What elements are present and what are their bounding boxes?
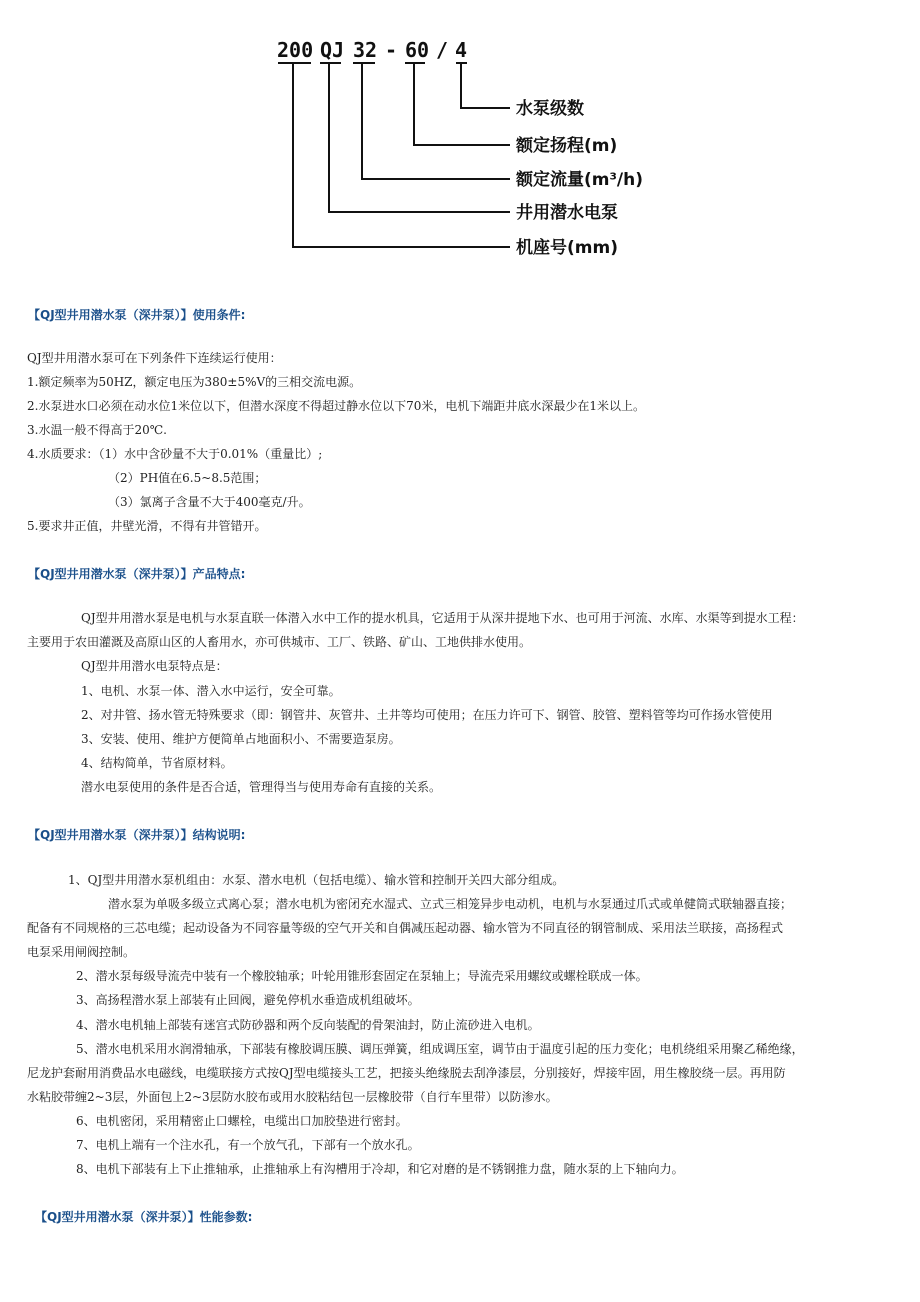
- structure-item-5: 5、潜水电机采用水润滑轴承，下部装有橡胶调压膜、调压弹簧，组成调压室，调节由于温度引起的压力变化；电机绕组采用聚乙稀绝缘，: [76, 1042, 804, 1056]
- usage-item-4-2: （2）PH值在6.5~8.5范围；: [108, 471, 267, 485]
- code-part-base: 200: [277, 38, 314, 62]
- heading-performance: 【QJ型井用潜水泵（深井泵）】性能参数:: [35, 1210, 253, 1224]
- structure-item-1: 1、QJ型井用潜水泵机组由：水泵、潜水电机（包括电缆）、输水管和控制开关四大部分组成。: [68, 873, 565, 887]
- structure-pump-desc-2: 配备有不同规格的三芯电缆；起动设备为不同容量等级的空气开关和自偶减压起动器、输水管为不同直径的钢管制成、采用法兰联接，高扬程式: [27, 921, 784, 935]
- structure-item-5-cont: 尼龙护套耐用消费品水电磁线，电缆联接方式按QJ型电缆接头工艺，把接头绝缘脱去刮净漆层，分别接好，焊接牢固，用生橡胶绕一层。再用防: [27, 1066, 786, 1080]
- label-frame-size: 机座号(mm): [516, 238, 618, 258]
- structure-item-2: 2、潜水泵每级导流壳中装有一个橡胶轴承；叶轮用锥形套固定在泵轴上；导流壳采用螺纹或螺栓联成一体。: [76, 969, 648, 983]
- code-part-stages: 4: [455, 38, 468, 62]
- features-intro: QJ型井用潜水电泵特点是：: [81, 659, 228, 673]
- code-part-type: QJ: [320, 38, 345, 62]
- structure-item-4: 4、潜水电机轴上部装有迷宫式防砂器和两个反向装配的骨架油封，防止流砂进入电机。: [76, 1018, 540, 1032]
- label-rated-flow: 额定流量(m³/h): [516, 170, 644, 190]
- features-closing: 潜水电泵使用的条件是否合适，管理得当与使用寿命有直接的关系。: [81, 780, 442, 794]
- features-item-4: 4、结构简单，节省原材料。: [81, 756, 233, 770]
- features-item-3: 3、安装、使用、维护方便简单占地面积小、不需要造泵房。: [81, 732, 401, 746]
- label-well-pump: 井用潜水电泵: [516, 203, 618, 223]
- model-code-diagram: [0, 0, 920, 280]
- structure-item-3: 3、高扬程潜水泵上部装有止回阀，避免停机水垂造成机组破坏。: [76, 993, 420, 1007]
- structure-pump-desc-3: 电泵采用闸阀控制。: [27, 945, 136, 959]
- label-rated-head: 额定扬程(m): [516, 136, 618, 156]
- code-part-slash: /: [436, 38, 449, 62]
- features-para-1: QJ型井用潜水泵是电机与水泵直联一体潜入水中工作的提水机具，它适用于从深井提地下水、也可用于河流、水库、水渠等到提水工程：: [81, 611, 804, 625]
- usage-item-2: 2.水泵进水口必须在动水位1米位以下，但潜水深度不得超过静水位以下70米，电机下端距井底水深最少在1米以上。: [27, 399, 645, 413]
- heading-product-features: 【QJ型井用潜水泵（深井泵）】产品特点:: [28, 567, 246, 581]
- code-part-flow: 32: [353, 38, 378, 62]
- label-pump-stages: 水泵级数: [516, 99, 584, 119]
- heading-structure: 【QJ型井用潜水泵（深井泵）】结构说明:: [28, 828, 246, 842]
- usage-item-1: 1.额定频率为50HZ，额定电压为380±5%V的三相交流电源。: [27, 375, 362, 389]
- structure-item-8: 8、电机下部装有上下止推轴承，止推轴承上有沟槽用于冷却，和它对磨的是不锈钢推力盘，随水泵的上下轴向力。: [76, 1162, 684, 1176]
- usage-item-4-3: （3）氯离子含量不大于400毫克/升。: [108, 495, 311, 509]
- features-item-1: 1、电机、水泵一体、潜入水中运行，安全可靠。: [81, 684, 341, 698]
- usage-item-5: 5.要求井正值，井壁光滑，不得有井管错开。: [27, 519, 267, 533]
- usage-item-3: 3.水温一般不得高于20℃.: [27, 423, 167, 437]
- features-para-1-cont: 主要用于农田灌溉及高原山区的人畜用水，亦可供城市、工厂、铁路、矿山、工地供排水使用。: [27, 635, 532, 649]
- heading-usage-conditions: 【QJ型井用潜水泵（深井泵）】使用条件:: [28, 308, 246, 322]
- code-part-head: 60: [405, 38, 430, 62]
- structure-item-5-cont-2: 水粘胶带缠2~3层，外面包上2~3层防水胶布或用水胶粘结包一层橡胶带（自行车里带）以防渗水。: [27, 1090, 558, 1104]
- structure-item-7: 7、电机上端有一个注水孔，有一个放气孔，下部有一个放水孔。: [76, 1138, 420, 1152]
- usage-intro: QJ型井用潜水泵可在下列条件下连续运行使用：: [27, 351, 282, 365]
- code-part-dash: -: [385, 38, 398, 62]
- structure-pump-desc: 潜水泵为单吸多级立式离心泵；潜水电机为密闭充水湿式、立式三相笼异步电动机，电机与水泵通过爪式或单健筒式联轴器直接；: [108, 897, 793, 911]
- features-item-2: 2、对井管、扬水管无特殊要求（即：钢管井、灰管井、土井等均可使用；在压力许可下、钢管、胶管、塑料管等均可作扬水管使用: [81, 708, 773, 722]
- usage-item-4: 4.水质要求：（1）水中含砂量不大于0.01%（重量比）;: [27, 447, 323, 461]
- structure-item-6: 6、电机密闭，采用精密止口螺栓，电缆出口加胶垫进行密封。: [76, 1114, 408, 1128]
